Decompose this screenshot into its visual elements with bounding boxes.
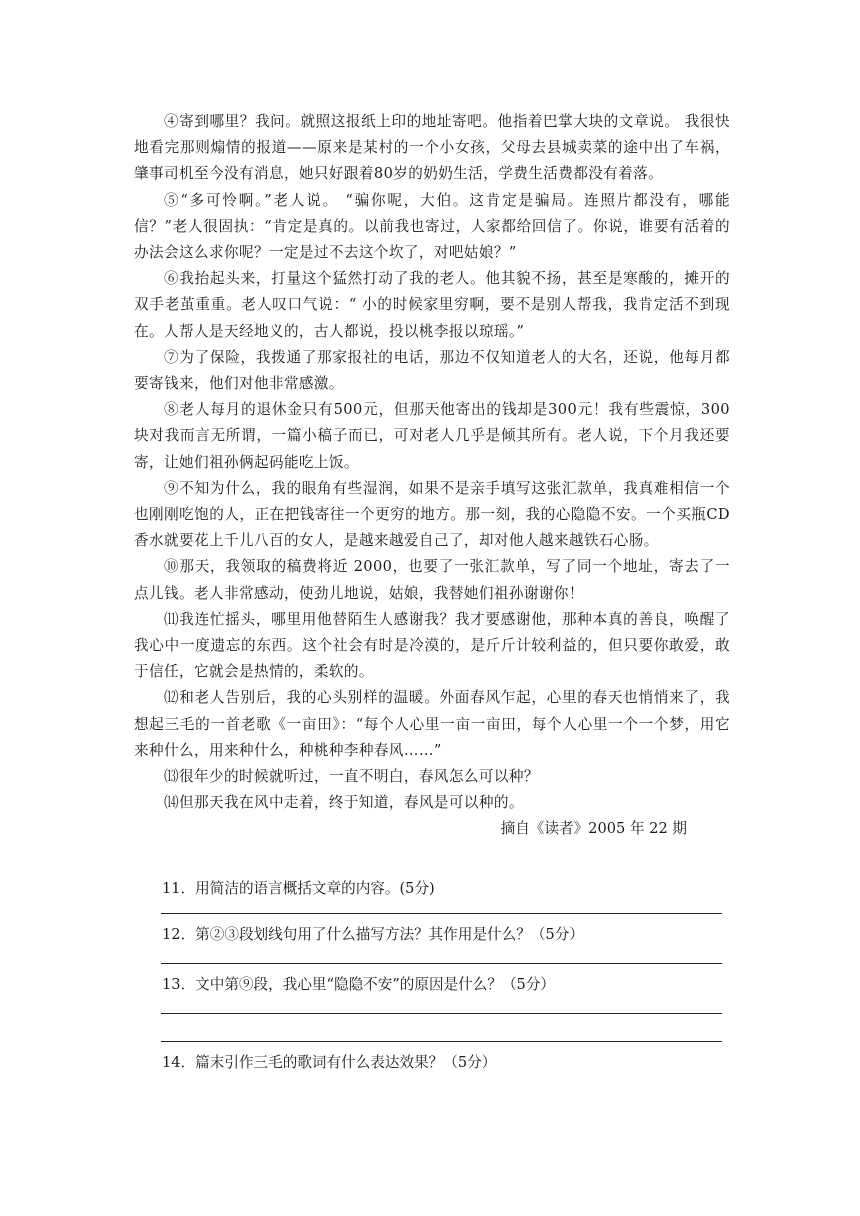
paragraph-5: ⑤“多可怜啊。”老人说。 “骗你呢，大伯。这肯定是骗局。连照片都没有，哪能信？”老人很固执：“肯定是真的。以前我也寄过，人家都给回信了。你说，谁要有活着的办法会这么求你呢？一定是过不去这个坎了，对吧姑娘？” xyxy=(134,191,730,262)
paragraph-14: ⒁但那天我在风中走着，终于知道，春风是可以种的。 xyxy=(164,794,524,812)
question-13: 13．文中第⑨段，我心里“隐隐不安”的原因是什么？（5分） xyxy=(162,976,556,993)
passage xyxy=(134,109,730,843)
question-12: 12．第②③段划线句用了什么描写方法？其作用是什么？（5分） xyxy=(162,926,584,943)
paragraph-7: ⑦为了保险，我拨通了那家报社的电话，那边不仅知道老人的大名，还说，他每月都要寄钱来，他们对他非常感激。 xyxy=(134,348,730,393)
paragraph-4: ④寄到哪里？我问。就照这报纸上印的地址寄吧。他指着巴掌大块的文章说。 我很快地看完那则煽情的报道——原来是某村的一个小女孩，父母去县城卖菜的途中出了车祸，肇事司机至今没有消息，她只好跟着80岁的奶奶生活，学费生活费都没有着落。 xyxy=(134,113,730,183)
answer-line[interactable] xyxy=(161,1040,722,1042)
paragraph-10: ⑩那天，我领取的稿费将近 2000，也要了一张汇款单，写了同一个地址，寄去了一点儿钱。老人非常感动，使劲儿地说，姑娘，我替她们祖孙谢谢你！ xyxy=(134,558,730,602)
paragraph-12: ⑿和老人告别后，我的心头别样的温暖。外面春风乍起，心里的春天也悄悄来了，我想起三毛的一首老歌《一亩田》：“每个人心里一亩一亩田，每个人心里一个一个梦，用它来种什么，用来种什么，种桃种李种春风……” xyxy=(134,689,730,759)
source-citation: 摘自《读者》2005 年 22 期 xyxy=(500,820,687,838)
paragraph-6: ⑥我抬起头来，打量这个猛然打动了我的老人。他其貌不扬，甚至是寒酸的，摊开的双手老茧重重。老人叹口气说：“ 小的时候家里穷啊，要不是别人帮我，我肯定活不到现在。人帮人是天经地义的，古人都说，投以桃李报以琼瑶。” xyxy=(134,270,730,340)
answer-line[interactable] xyxy=(161,1012,722,1014)
question-14: 14．篇末引作三毛的歌词有什么表达效果？（5分） xyxy=(162,1054,497,1071)
paragraph-11: ⑾我连忙摇头，哪里用他替陌生人感谢我？我才要感谢他，那种本真的善良，唤醒了我心中一度遗忘的东西。这个社会有时是冷漠的，是斤斤计较利益的，但只要你敢爱，敢于信任，它就会是热情的，柔软的。 xyxy=(134,610,730,681)
paragraph-9: ⑨不知为什么，我的眼角有些湿润，如果不是亲手填写这张汇款单，我真难相信一个也刚刚吃饱的人，正在把钱寄往一个更穷的地方。那一刻，我的心隐隐不安。一个买瓶CD 香水就要花上千儿八百的女人，是越来越爱自己了，却对他人越来越铁石心肠。 xyxy=(134,479,730,550)
answer-line[interactable] xyxy=(161,962,722,964)
paragraph-13: ⒀很年少的时候就听过，一直不明白，春风怎么可以种？ xyxy=(164,768,539,786)
paragraph-8: ⑧老人每月的退休金只有500元，但那天他寄出的钱却是300元！我有些震惊，300块对我而言无所谓，一篇小稿子而已，可对老人几乎是倾其所有。老人说，下个月我还要寄，让她们祖孙俩起码能吃上饭。 xyxy=(134,401,730,471)
questions-section xyxy=(134,876,734,1076)
answer-line[interactable] xyxy=(161,912,722,914)
question-11: 11．用简洁的语言概括文章的内容。(5分) xyxy=(162,880,435,897)
